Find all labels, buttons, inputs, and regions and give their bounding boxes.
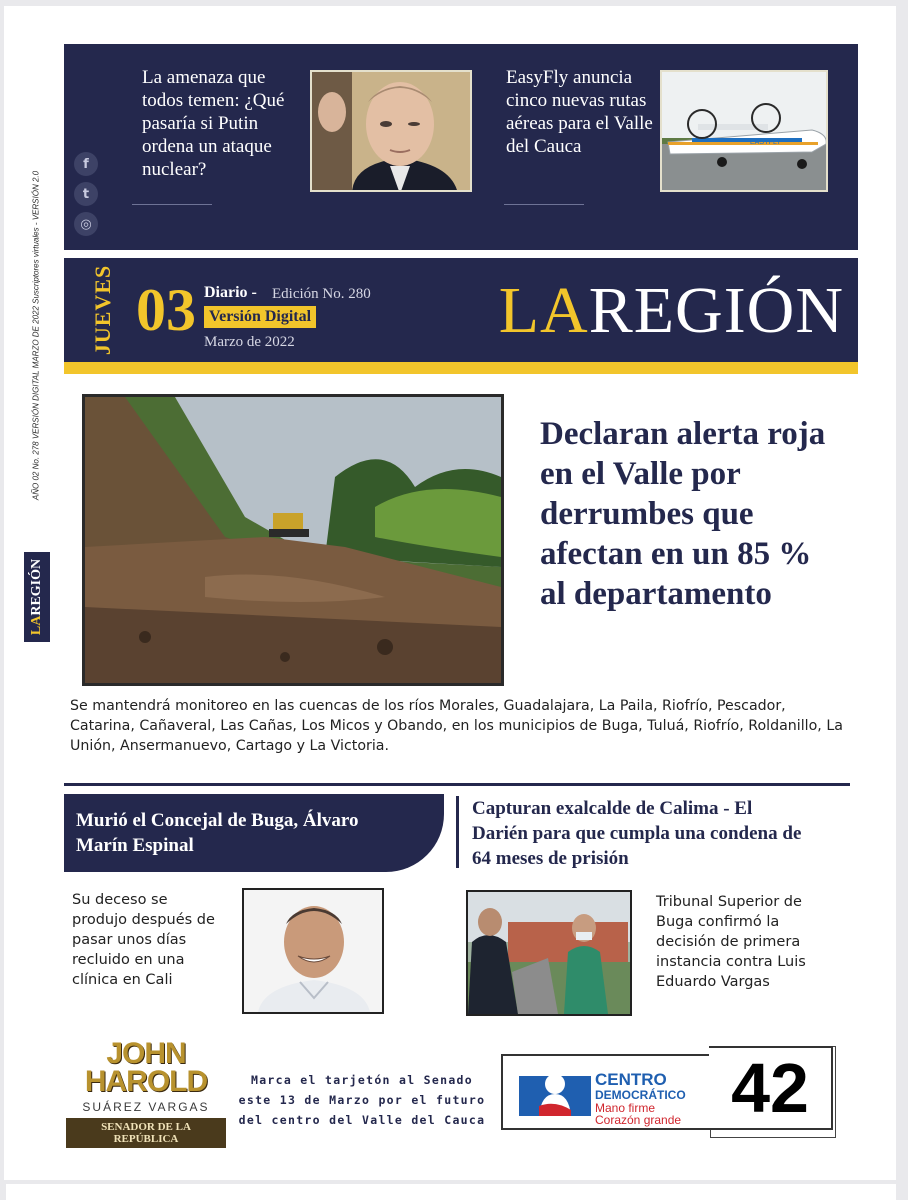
lead-headline[interactable]: Declaran alerta roja en el Valle por derrumbes que afectan en un 85 % al departamento bbox=[540, 416, 826, 612]
masthead-stripe bbox=[64, 362, 858, 374]
sidebar-logo: LAREGIÓN bbox=[24, 552, 50, 642]
ad-message: Marca el tarjetón al Senado este 13 de Marzo por el futuro del centro del Valle del Cauca bbox=[238, 1073, 486, 1127]
lead-summary: Se mantendrá monitoreo en las cuencas de los ríos Morales, Guadalajara, La Paila, Riofrío, Pescador, Catarina, Cañaveral, Las Cañas, Los Micos y Obando, en los municipios de Buga, Tuluá, Riofrío, Roldanillo, La Unión, Ansermanuevo, Cartago y La Victoria. bbox=[70, 698, 843, 754]
twitter-icon[interactable]: t bbox=[74, 182, 98, 206]
concejal-photo[interactable] bbox=[242, 888, 384, 1014]
social-links bbox=[74, 152, 100, 242]
arrest-photo[interactable] bbox=[466, 890, 632, 1016]
story-calima-accent bbox=[456, 796, 459, 868]
top-teaser-strip bbox=[64, 44, 858, 250]
candidate-first-name: JOHN bbox=[106, 1037, 186, 1070]
party-name-line2: DEMOCRÁTICO bbox=[595, 1088, 686, 1102]
divider bbox=[132, 204, 212, 205]
party-slogan-line2: Corazón grande bbox=[595, 1113, 682, 1127]
party-name-line1: CENTRO bbox=[595, 1070, 667, 1089]
logo-la: LA bbox=[498, 274, 589, 347]
candidate-surname: SUÁREZ VARGAS bbox=[82, 1100, 210, 1114]
day-name: JUEVES bbox=[90, 264, 116, 356]
ballot-number: 42 bbox=[709, 1046, 833, 1130]
party-logo-box[interactable] bbox=[501, 1054, 711, 1130]
teaser-putin-headline[interactable]: La amenaza que todos temen: ¿Qué pasaría si Putin ordena un ataque nuclear? bbox=[142, 67, 285, 180]
logo-region: REGIÓN bbox=[588, 274, 844, 347]
story-calima-text: Tribunal Superior de Buga confirmó la decisión de primera instancia contra Luis Eduardo Vargas bbox=[656, 894, 806, 990]
easyfly-plane-photo[interactable] bbox=[660, 70, 828, 192]
candidate-role: SENADOR DE LA REPÚBLICA bbox=[66, 1118, 226, 1148]
story-calima-headline[interactable]: Capturan exalcalde de Calima - El Darién para que cumpla una condena de 64 meses de prisión bbox=[472, 798, 802, 869]
plane-livery-label: EASYFLY bbox=[750, 139, 781, 146]
day-number: 03 bbox=[136, 277, 196, 343]
section-divider bbox=[64, 783, 850, 786]
next-page-edge bbox=[6, 1184, 896, 1200]
newspaper-cover bbox=[4, 6, 896, 1180]
candidate-second-name: HAROLD bbox=[84, 1065, 208, 1098]
vertical-issue-info: AÑO 02 No. 278 VERSIÓN DIGITAL MARZO DE 2022 Suscriptores virtuales - VERSIÓN 2.0 bbox=[31, 170, 41, 501]
masthead-logo[interactable] bbox=[499, 274, 844, 348]
divider bbox=[504, 204, 584, 205]
diario-label: Diario - bbox=[204, 284, 257, 301]
landslide-photo[interactable] bbox=[82, 394, 504, 686]
story-buga-header bbox=[64, 794, 444, 872]
party-emblem-icon bbox=[519, 1070, 591, 1120]
instagram-icon[interactable]: ◎ bbox=[74, 212, 98, 236]
candidate-ad-logo[interactable] bbox=[66, 1037, 226, 1145]
issue-date: Marzo de 2022 bbox=[204, 334, 295, 350]
putin-photo[interactable] bbox=[310, 70, 472, 192]
masthead bbox=[64, 258, 858, 362]
story-buga-headline[interactable]: Murió el Concejal de Buga, Álvaro Marín Espinal bbox=[76, 810, 359, 856]
version-badge: Versión Digital bbox=[204, 306, 316, 328]
story-buga-text: Su deceso se produjo después de pasar unos días recluido en una clínica en Cali bbox=[72, 892, 215, 988]
facebook-icon[interactable]: f bbox=[74, 152, 98, 176]
edition-number: Edición No. 280 bbox=[272, 286, 371, 302]
party-slogan-line1: Mano firme bbox=[595, 1101, 656, 1115]
teaser-easyfly-headline[interactable]: EasyFly anuncia cinco nuevas rutas aéreas para el Valle del Cauca bbox=[506, 67, 653, 157]
